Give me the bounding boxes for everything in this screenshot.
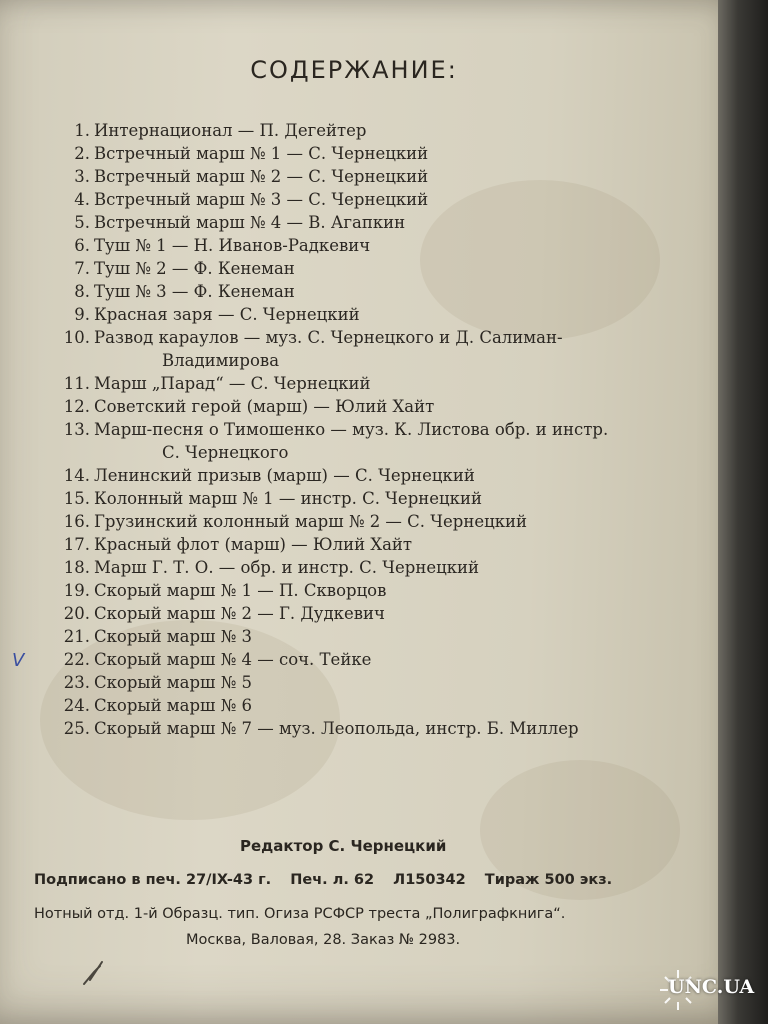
toc-entry-number: 7.	[74, 259, 90, 278]
toc-entry	[0, 165, 708, 188]
imprint-run: Тираж 500 экз.	[484, 872, 613, 888]
toc-entry	[0, 372, 708, 395]
imprint-line	[34, 872, 626, 888]
toc-entry-text: Скорый марш № 4 — соч. Тейке	[94, 650, 372, 669]
toc-entry-text: Туш № 3 — Ф. Кенеман	[94, 282, 295, 301]
toc-entry	[0, 418, 708, 464]
toc-entry-text: Интернационал — П. Дегейтер	[94, 121, 367, 140]
toc-entry	[0, 395, 708, 418]
toc-entry	[0, 211, 708, 234]
toc-entry	[0, 648, 708, 671]
toc-entry	[0, 533, 708, 556]
toc-entry	[0, 188, 708, 211]
imprint-sheets: Печ. л. 62	[290, 872, 375, 888]
toc-entry-text: Марш Г. Т. О. — обр. и инстр. С. Чернецкий	[94, 558, 480, 577]
toc-entry-number: 22.	[63, 650, 90, 669]
toc-entry-number: 17.	[63, 535, 90, 554]
toc-entry	[0, 510, 708, 533]
toc-entry-number: 15.	[63, 489, 90, 508]
page-title: СОДЕРЖАНИЕ:	[250, 56, 458, 84]
handwritten-check-mark: V	[12, 650, 25, 671]
toc-entry-number: 2.	[74, 144, 90, 163]
toc-entry-number: 14.	[63, 466, 90, 485]
toc-entry	[0, 487, 708, 510]
printer-line: Нотный отд. 1-й Образц. тип. Огиза РСФСР треста „Полиграфкнига“.	[34, 906, 566, 922]
toc-entry	[0, 717, 708, 740]
watermark-text: UNC.UA	[668, 976, 755, 998]
toc-entry-text: Скорый марш № 2 — Г. Дудкевич	[94, 604, 385, 623]
imprint-signed: Подписано в печ. 27/IX-43 г.	[34, 872, 272, 888]
toc-entry	[0, 280, 708, 303]
toc-entry-text: Красная заря — С. Чернецкий	[94, 305, 360, 324]
toc-entry-number: 18.	[63, 558, 90, 577]
toc-entry-text: Развод караулов — муз. С. Чернецкого и Д. Салиман-	[94, 328, 563, 347]
toc-entry-text: Грузинский колонный марш № 2 — С. Чернецкий	[94, 512, 528, 531]
toc-entry	[0, 694, 708, 717]
toc-entry-number: 20.	[63, 604, 90, 623]
toc-entry	[0, 625, 708, 648]
pencil-mark-icon	[80, 958, 114, 988]
toc-entry-number: 4.	[74, 190, 90, 209]
toc-entry-text: Скорый марш № 1 — П. Скворцов	[94, 581, 387, 600]
imprint-code: Л150342	[393, 872, 466, 888]
toc-entry-text: Советский герой (марш) — Юлий Хайт	[94, 397, 435, 416]
toc-entry	[0, 671, 708, 694]
toc-entry	[0, 234, 708, 257]
toc-entry-text: Туш № 1 — Н. Иванов-Радкевич	[94, 236, 371, 255]
toc-entry-number: 8.	[74, 282, 90, 301]
toc-entry-text: Ленинский призыв (марш) — С. Чернецкий	[94, 466, 475, 485]
toc-entry-text: Встречный марш № 2 — С. Чернецкий	[94, 167, 429, 186]
toc-entry-number: 12.	[63, 397, 90, 416]
toc-entry-text: Марш-песня о Тимошенко — муз. К. Листова обр. и инстр.	[94, 420, 609, 439]
toc-entry-number: 1.	[74, 121, 90, 140]
editor-line: Редактор С. Чернецкий	[240, 837, 447, 855]
toc-entry	[0, 119, 708, 142]
toc-entry-number: 6.	[74, 236, 90, 255]
toc-entry	[0, 326, 708, 372]
table-of-contents	[0, 119, 708, 740]
toc-entry-text: Скорый марш № 6	[94, 696, 252, 715]
toc-entry-text: Скорый марш № 3	[94, 627, 252, 646]
toc-entry-text: Встречный марш № 3 — С. Чернецкий	[94, 190, 429, 209]
toc-entry-number: 11.	[63, 374, 90, 393]
toc-entry	[0, 464, 708, 487]
toc-entry-text: Красный флот (марш) — Юлий Хайт	[94, 535, 413, 554]
page-edge-shadow	[718, 0, 768, 1024]
toc-entry-text: Колонный марш № 1 — инстр. С. Чернецкий	[94, 489, 482, 508]
toc-entry	[0, 602, 708, 625]
toc-entry-number: 5.	[74, 213, 90, 232]
toc-entry-text: Встречный марш № 4 — В. Агапкин	[94, 213, 406, 232]
toc-entry-number: 3.	[74, 167, 90, 186]
address-line: Москва, Валовая, 28. Заказ № 2983.	[186, 932, 461, 948]
toc-entry	[0, 579, 708, 602]
toc-entry	[0, 556, 708, 579]
toc-entry-text: Встречный марш № 1 — С. Чернецкий	[94, 144, 429, 163]
toc-entry-text: Туш № 2 — Ф. Кенеман	[94, 259, 295, 278]
toc-entry-number: 24.	[63, 696, 90, 715]
toc-entry-text: Марш „Парад“ — С. Чернецкий	[94, 374, 371, 393]
toc-entry-continuation: Владимирова	[162, 351, 280, 370]
toc-entry	[0, 257, 708, 280]
toc-entry-number: 23.	[63, 673, 90, 692]
toc-entry	[0, 142, 708, 165]
toc-entry-text: Скорый марш № 5	[94, 673, 252, 692]
toc-entry-number: 19.	[63, 581, 90, 600]
toc-entry-number: 25.	[63, 719, 90, 738]
toc-entry-continuation: С. Чернецкого	[162, 443, 289, 462]
toc-entry-number: 10.	[63, 328, 90, 347]
toc-entry-number: 21.	[63, 627, 90, 646]
toc-entry-number: 13.	[63, 420, 90, 439]
toc-entry-text: Скорый марш № 7 — муз. Леопольда, инстр. Б. Миллер	[94, 719, 579, 738]
toc-entry	[0, 303, 708, 326]
toc-entry-number: 9.	[74, 305, 90, 324]
toc-entry-number: 16.	[63, 512, 90, 531]
